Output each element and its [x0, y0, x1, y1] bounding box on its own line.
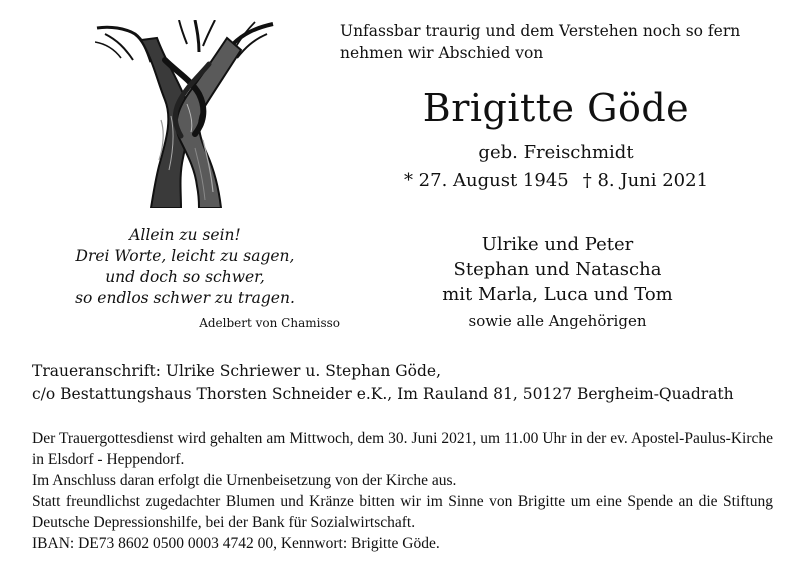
- relatives-line: sowie alle Angehörigen: [468, 312, 647, 330]
- intro-line: nehmen wir Abschied von: [340, 44, 544, 62]
- mourner-line: mit Marla, Luca und Tom: [442, 284, 673, 305]
- poem-line: und doch so schwer,: [105, 268, 265, 286]
- address-line: Traueranschrift: Ulrike Schriewer u. Stephan Göde,: [32, 362, 442, 380]
- address-line: c/o Bestattungshaus Thorsten Schneider e.K., Im Rauland 81, 50127 Bergheim-Quadrath: [32, 385, 734, 403]
- birth-date: * 27. August 1945: [403, 170, 569, 191]
- poem-line: so endlos schwer zu tragen.: [75, 289, 295, 307]
- mourning-address: [32, 360, 772, 406]
- birth-name: geb. Freischmidt: [478, 142, 634, 163]
- poem: [40, 225, 330, 309]
- mourner-line: Stephan und Natascha: [453, 259, 662, 280]
- life-dates: [340, 170, 772, 191]
- poem-line: Allein zu sein!: [129, 226, 241, 244]
- poem-line: Drei Worte, leicht zu sagen,: [75, 247, 295, 265]
- iban-info: IBAN: DE73 8602 0500 0003 4742 00, Kennwort: Brigitte Göde.: [32, 535, 440, 552]
- tree-illustration: [95, 20, 275, 208]
- mourner-line: Ulrike und Peter: [481, 234, 634, 255]
- service-notes: [32, 428, 773, 554]
- burial-info: Im Anschluss daran erfolgt die Urnenbeisetzung von der Kirche aus.: [32, 472, 457, 489]
- intro-line: Unfassbar traurig und dem Verstehen noch so fern: [340, 22, 741, 40]
- donation-info: Statt freundlichst zugedachter Blumen und Kränze bitten wir im Sinne von Brigitte um eine Spende an die Stiftung Deutsche Depressionshilfe, bei der Bank für Sozialwirtschaft.: [32, 493, 773, 531]
- poem-author: Adelbert von Chamisso: [199, 316, 340, 330]
- mourners-list: [360, 232, 755, 307]
- intro-text: [340, 20, 772, 64]
- death-date: † 8. Juni 2021: [582, 170, 709, 191]
- deceased-name: Brigitte Göde: [422, 86, 690, 130]
- service-info: Der Trauergottesdienst wird gehalten am Mittwoch, dem 30. Juni 2021, um 11.00 Uhr in der ev. Apostel-Paulus-Kirche in Elsdorf - Heppendorf.: [32, 430, 773, 468]
